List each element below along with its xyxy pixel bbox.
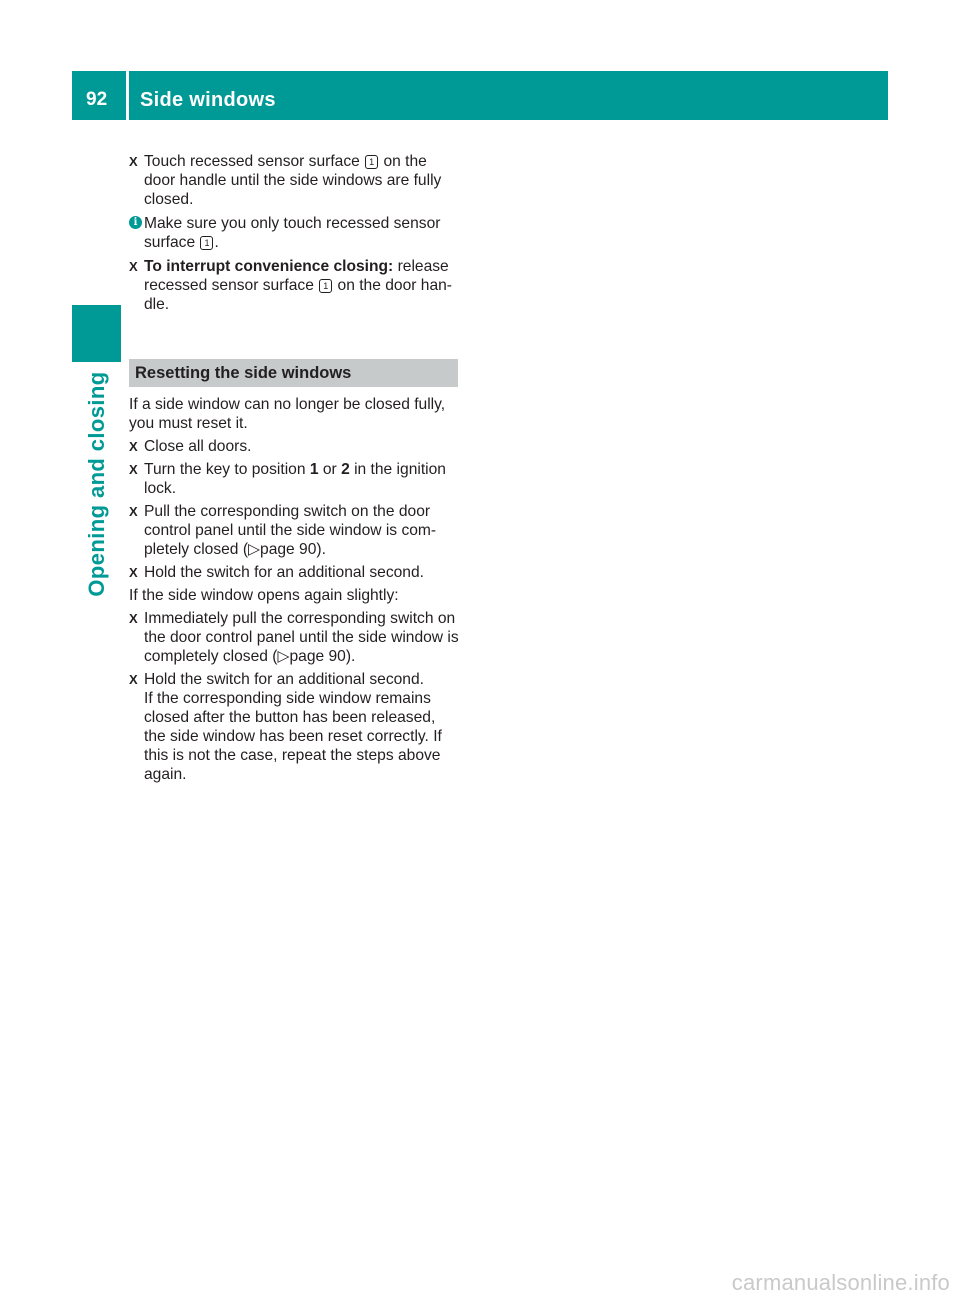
- page-number: 92: [86, 89, 108, 110]
- step-arrow-icon: X: [129, 259, 138, 274]
- instruction-step: [129, 609, 461, 666]
- section-heading: [129, 359, 458, 387]
- step-arrow-icon: X: [129, 462, 138, 477]
- page-ref-link[interactable]: page 90).: [289, 648, 356, 665]
- callout-1-icon: 1: [200, 236, 213, 250]
- watermark: carmanualsonline.info: [731, 1270, 950, 1295]
- step-text: Immediately pull the corresponding switch on the door control panel until the side window is completely closed (: [144, 610, 459, 665]
- step-arrow-icon: X: [129, 439, 138, 454]
- step-arrow-icon: X: [129, 565, 138, 580]
- info-icon: i: [129, 216, 142, 229]
- page-ref-arrow-icon: ▷: [277, 648, 290, 665]
- position-number: 2: [341, 461, 350, 478]
- step-text: Close all doors.: [144, 438, 252, 455]
- step-text: Hold the switch for an additional second.: [144, 671, 424, 688]
- step-arrow-icon: X: [129, 672, 138, 687]
- instruction-step: [129, 670, 461, 784]
- instruction-step: [129, 257, 461, 314]
- info-text: Make sure you only touch recessed sensor surface: [144, 215, 441, 251]
- callout-1-icon: 1: [365, 155, 378, 169]
- step-text-cont: on the door han-dle.: [144, 277, 452, 313]
- step-arrow-icon: X: [129, 611, 138, 626]
- step-text: or: [318, 461, 342, 478]
- step-text: Turn the key to position: [144, 461, 310, 478]
- position-number: 1: [309, 461, 319, 478]
- section-heading-text: Resetting the side windows: [135, 364, 352, 382]
- section-convenience-closing: [129, 152, 461, 314]
- step-text: Touch recessed sensor surface: [144, 153, 365, 170]
- step-result-text: If the corresponding side window remains closed after the button has been released, the side window has been reset correctly. If this is not the case, repeat the steps above again.: [144, 690, 442, 783]
- step-arrow-icon: X: [129, 154, 138, 169]
- page-title: Side windows: [140, 89, 276, 111]
- step-text: Hold the switch for an additional second.: [144, 564, 424, 581]
- condition-paragraph: If the side window opens again slightly:: [129, 587, 399, 604]
- instruction-step: [129, 152, 461, 209]
- step-text: in the ignition lock.: [144, 461, 446, 497]
- step-text: release recessed sensor surface: [144, 258, 449, 294]
- instruction-step: [129, 563, 461, 582]
- instruction-step: [129, 502, 461, 559]
- step-text: Pull the corresponding switch on the door control panel until the side window is com-pletely closed (: [144, 503, 437, 558]
- header-bar: [72, 71, 888, 120]
- side-tab-marker: [72, 305, 121, 362]
- intro-paragraph: If a side window can no longer be closed fully, you must reset it.: [129, 396, 446, 432]
- step-text-cont: on the door handle until the side windows are fully closed.: [144, 153, 442, 208]
- step-arrow-icon: X: [129, 504, 138, 519]
- section-resetting: [129, 395, 461, 784]
- step-bold-label: To interrupt convenience closing:: [144, 258, 394, 275]
- instruction-step: [129, 460, 461, 498]
- info-note: [129, 214, 461, 252]
- info-text-cont: .: [214, 234, 219, 251]
- page-ref-link[interactable]: page 90).: [260, 541, 326, 558]
- callout-1-icon: 1: [319, 279, 332, 293]
- chapter-tab-label: Opening and closing: [84, 371, 109, 597]
- page-ref-arrow-icon: ▷: [248, 541, 261, 558]
- instruction-step: [129, 437, 461, 456]
- header-divider: [126, 71, 129, 120]
